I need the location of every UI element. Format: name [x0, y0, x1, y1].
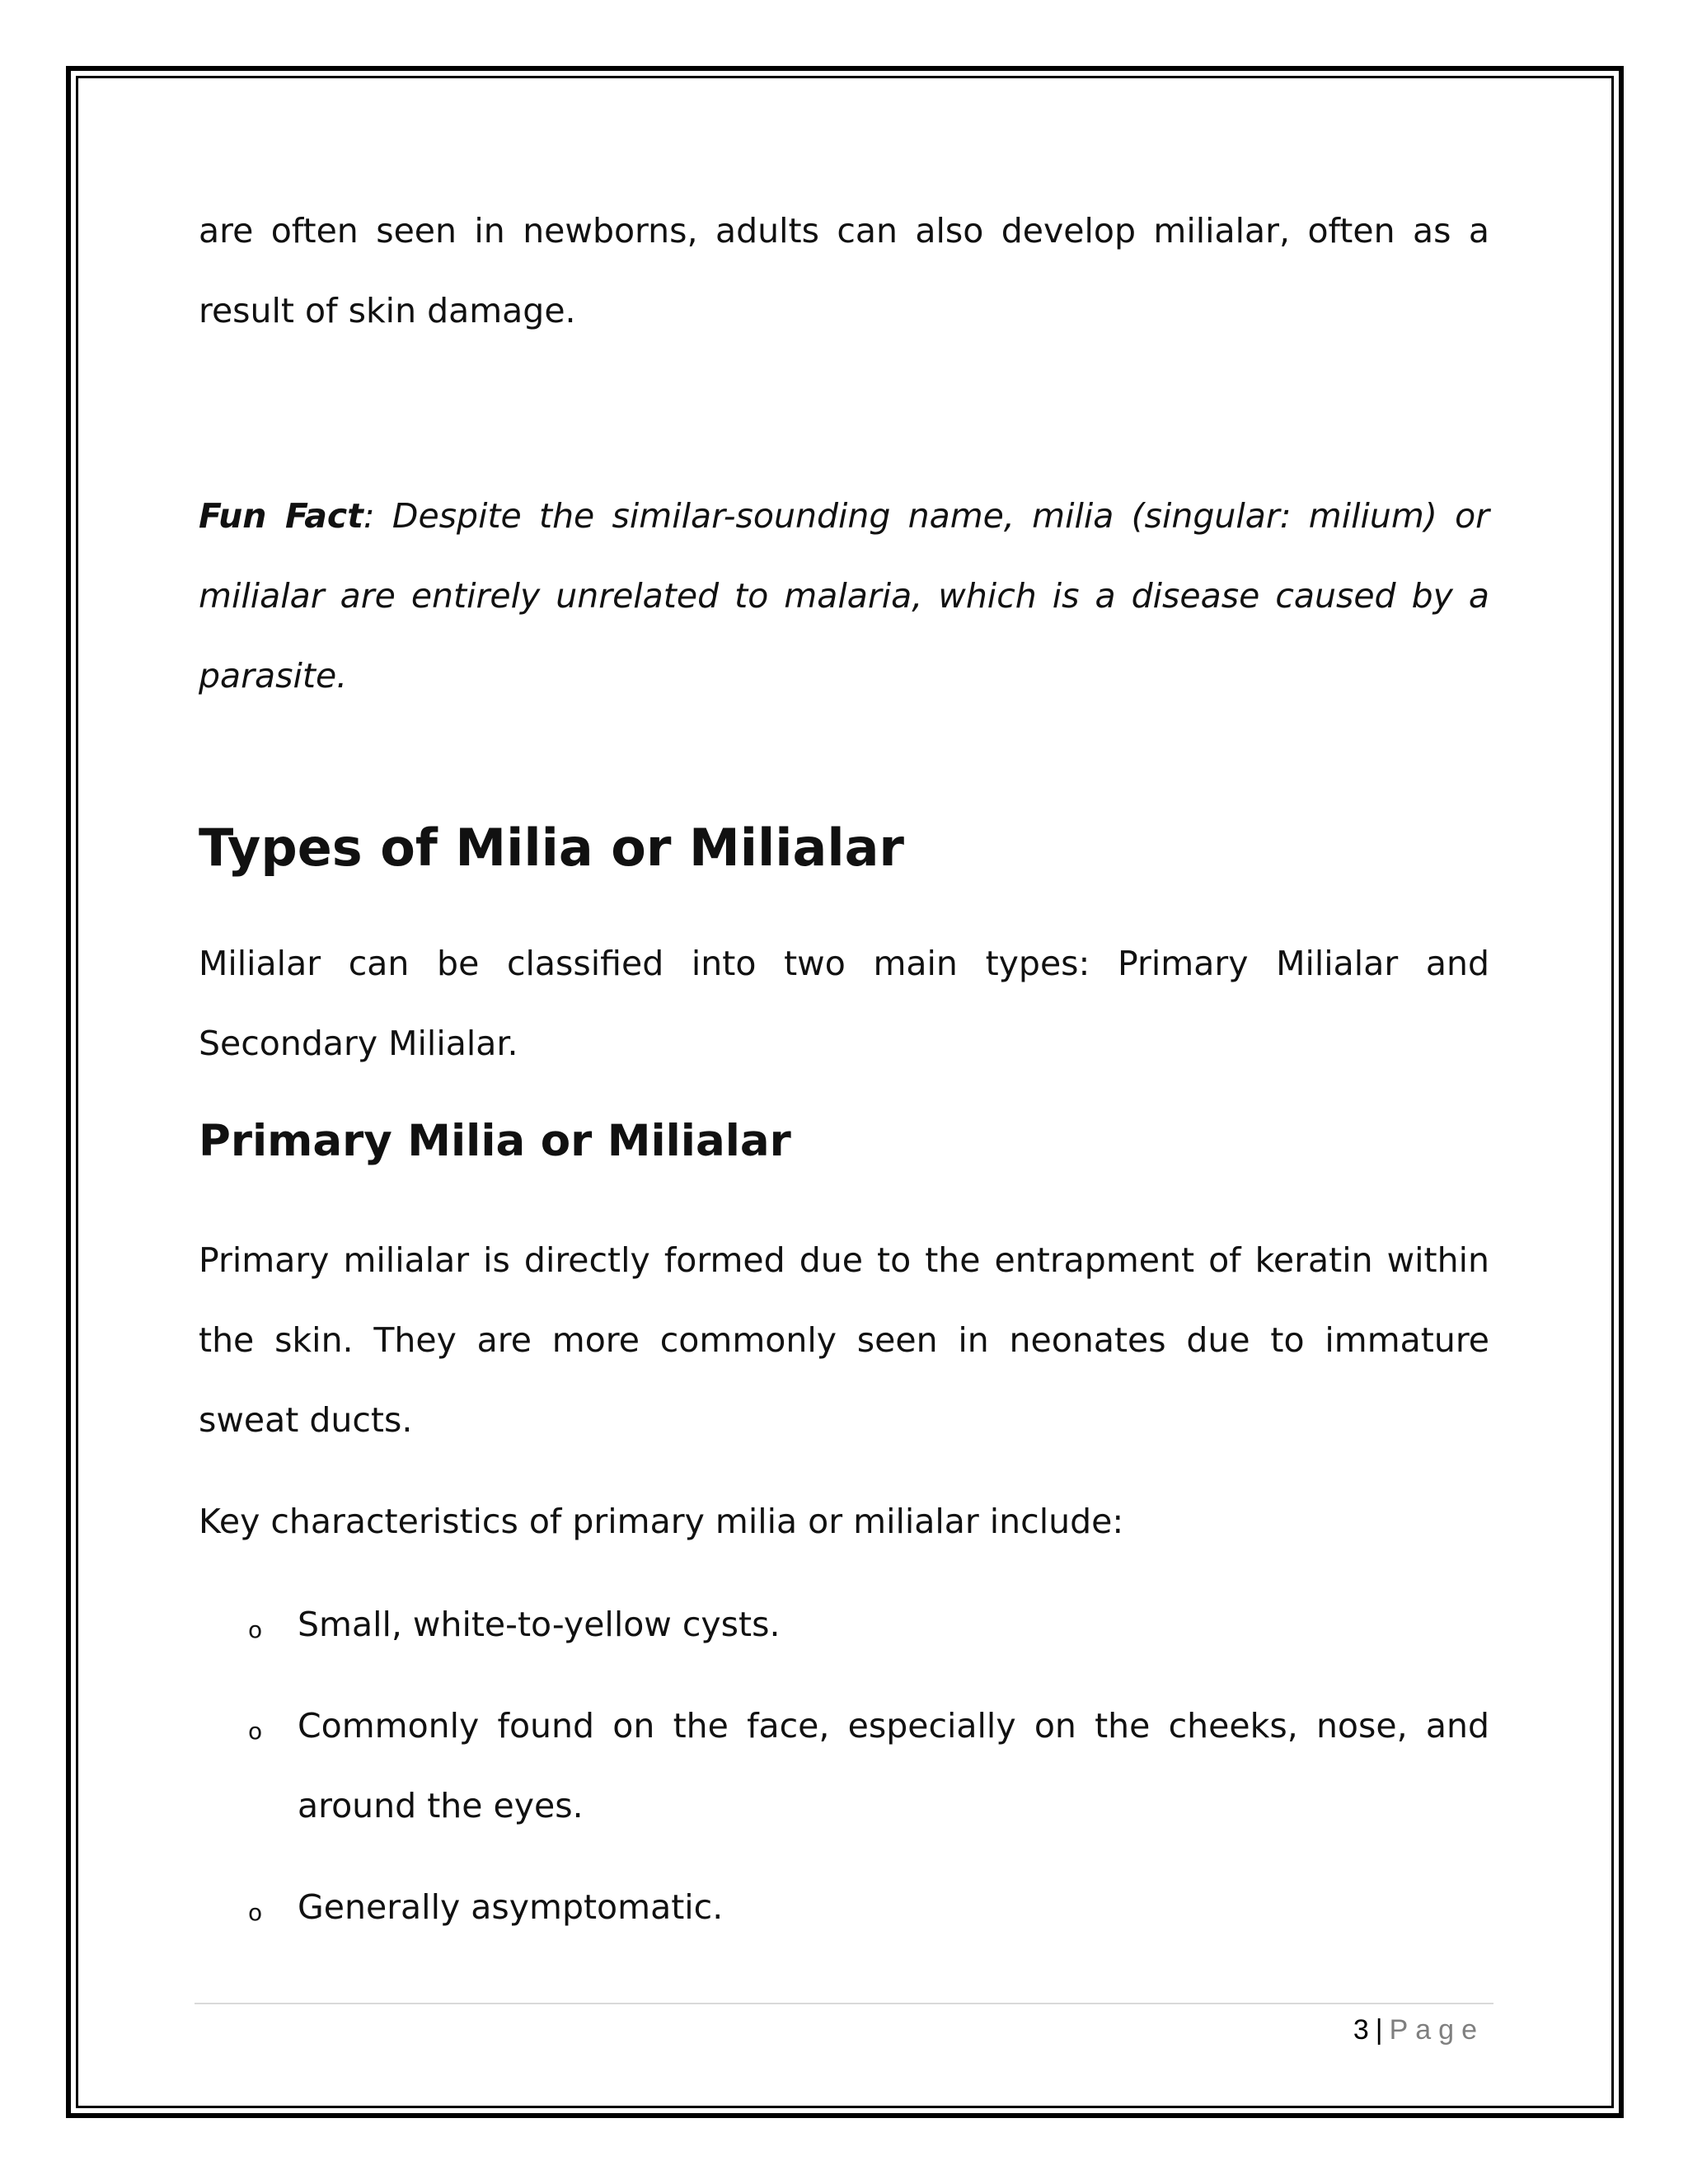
- page-footer: [1353, 2009, 1484, 2050]
- fun-fact-text: : Despite the similar-sounding name, milia (singular: milium) or milialar are entirely unrelated to malaria, which is a disease caused by a parasite.: [199, 496, 1490, 696]
- footer-rule: [195, 2003, 1493, 2004]
- list-item: [199, 1585, 1489, 1665]
- bullet-icon: o: [248, 1616, 263, 1643]
- characteristics-list: [199, 1585, 1489, 1947]
- heading-types: Types of Milia or Milialar: [199, 818, 905, 878]
- bullet-icon: o: [248, 1899, 263, 1926]
- list-item-text: Small, white-to-yellow cysts.: [298, 1605, 781, 1644]
- continuation-paragraph: are often seen in newborns, adults can also develop milialar, often as a result of skin damage.: [199, 211, 1489, 330]
- list-item-text: Generally asymptomatic.: [298, 1887, 724, 1927]
- heading-primary: Primary Milia or Milialar: [199, 1116, 791, 1166]
- footer-separator: |: [1375, 2014, 1383, 2046]
- bullet-icon: o: [248, 1718, 263, 1745]
- list-item: [199, 1868, 1489, 1947]
- key-characteristics-intro: Key characteristics of primary milia or milialar include:: [199, 1502, 1124, 1541]
- primary-paragraph: Primary milialar is directly formed due to the entrapment of keratin within the skin. They are more commonly seen in neonates due to immature sweat ducts.: [199, 1240, 1489, 1440]
- page-label: Page: [1389, 2014, 1484, 2046]
- page-number: 3: [1353, 2014, 1369, 2046]
- fun-fact-label: Fun Fact: [199, 496, 363, 536]
- types-intro-paragraph: Milialar can be classified into two main types: Primary Milialar and Secondary Milialar.: [199, 944, 1489, 1063]
- list-item-text: Commonly found on the face, especially on the cheeks, nose, and around the eyes.: [298, 1706, 1489, 1825]
- list-item: [199, 1686, 1489, 1846]
- page-content: [199, 191, 1489, 1969]
- fun-fact-paragraph: [199, 476, 1489, 716]
